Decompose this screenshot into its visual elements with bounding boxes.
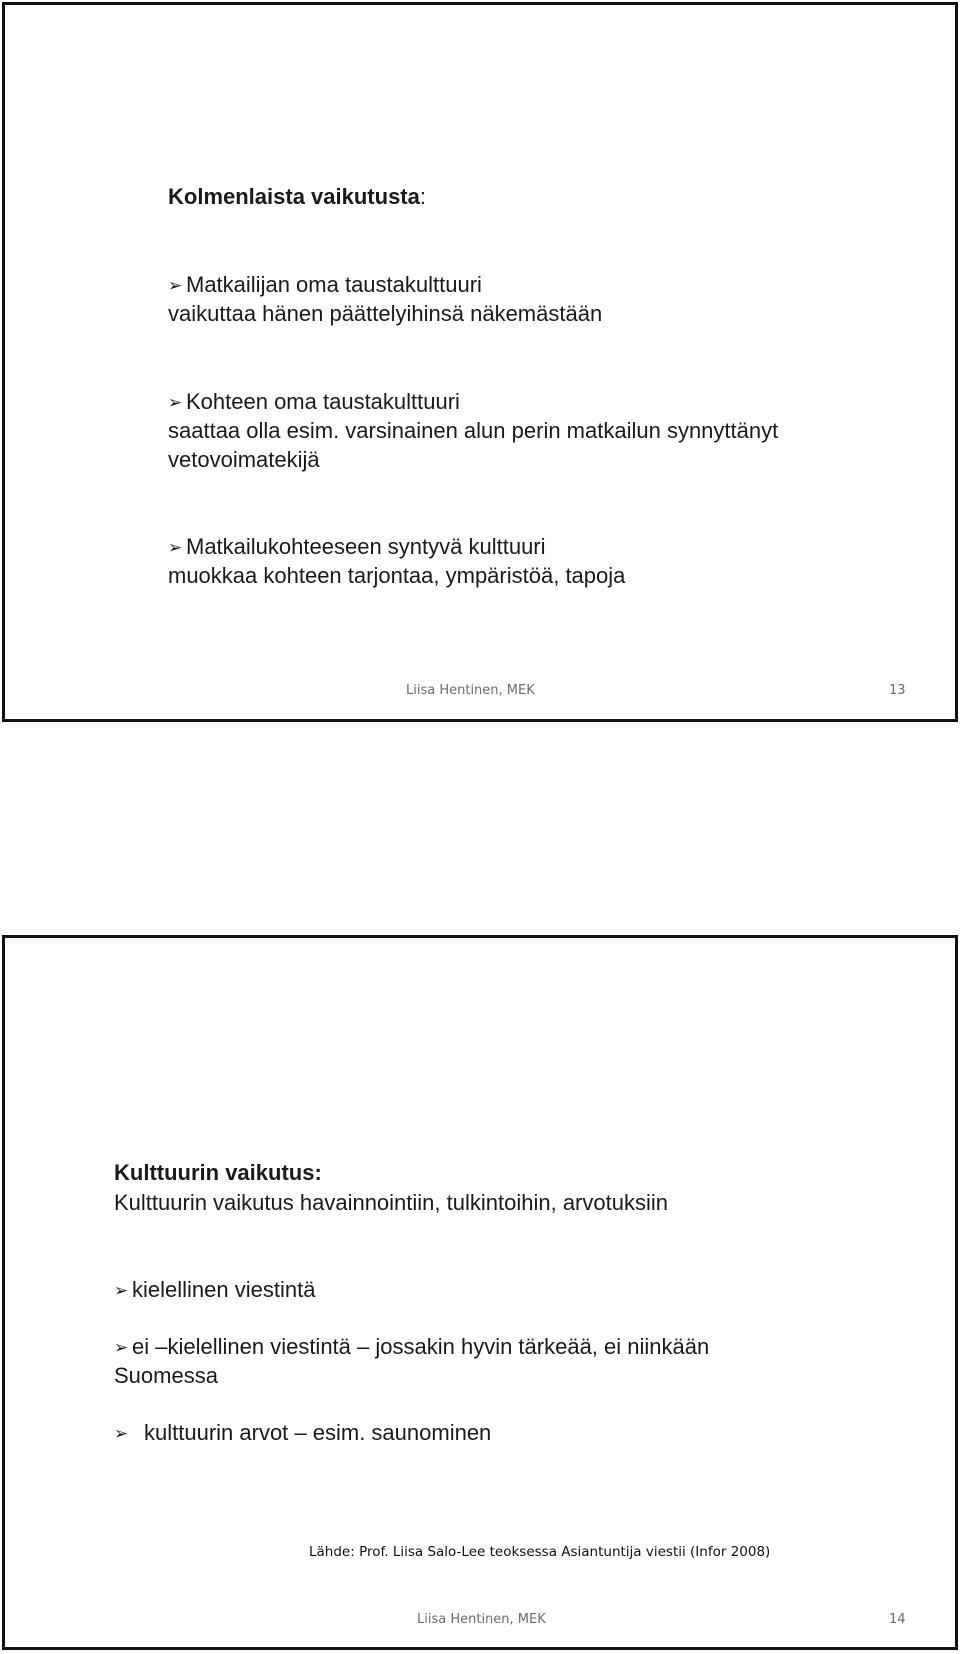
arrowhead-bullet-icon: ➢ [114, 1424, 129, 1444]
page-number: 14 [889, 1612, 906, 1627]
source-citation: Lähde: Prof. Liisa Salo-Lee teoksessa Asiantuntija viestii (Infor 2008) [309, 1544, 771, 1560]
slide-14 [2, 935, 958, 1650]
arrowhead-bullet-icon: ➢ [168, 276, 183, 296]
list-item: ➢ kielellinen viestintä [114, 1275, 315, 1306]
list-item: ➢ Kohteen oma taustakulttuuri [168, 387, 460, 418]
list-item: ➢ kulttuurin arvot – esim. saunominen [114, 1418, 491, 1449]
arrowhead-bullet-icon: ➢ [168, 393, 183, 413]
list-item: ➢ ei –kielellinen viestintä – jossakin hyvin tärkeää, ei niinkään [114, 1332, 709, 1363]
list-item-continuation: saattaa olla esim. varsinainen alun perin matkailun synnyttänyt [168, 418, 779, 443]
arrowhead-bullet-icon: ➢ [114, 1281, 129, 1301]
list-item: ➢ Matkailukohteeseen syntyvä kulttuuri [168, 532, 546, 563]
list-item-continuation: vetovoimatekijä [168, 447, 320, 472]
slide-subtitle: Kulttuurin vaikutus havainnointiin, tulkintoihin, arvotuksiin [114, 1190, 668, 1215]
list-item: ➢ Matkailijan oma taustakulttuuri [168, 270, 482, 301]
footer-author: Liisa Hentinen, MEK [406, 683, 535, 698]
list-item-continuation: Suomessa [114, 1363, 218, 1388]
list-item-continuation: muokkaa kohteen tarjontaa, ympäristöä, tapoja [168, 563, 626, 588]
slide-title: Kolmenlaista vaikutusta: [168, 184, 426, 209]
arrowhead-bullet-icon: ➢ [168, 538, 183, 558]
slide-13 [2, 2, 958, 722]
footer-author: Liisa Hentinen, MEK [417, 1612, 546, 1627]
arrowhead-bullet-icon: ➢ [114, 1338, 129, 1358]
page-number: 13 [889, 683, 906, 698]
list-item-continuation: vaikuttaa hänen päättelyihinsä näkemästään [168, 301, 603, 326]
slide-title: Kulttuurin vaikutus: [114, 1160, 322, 1185]
